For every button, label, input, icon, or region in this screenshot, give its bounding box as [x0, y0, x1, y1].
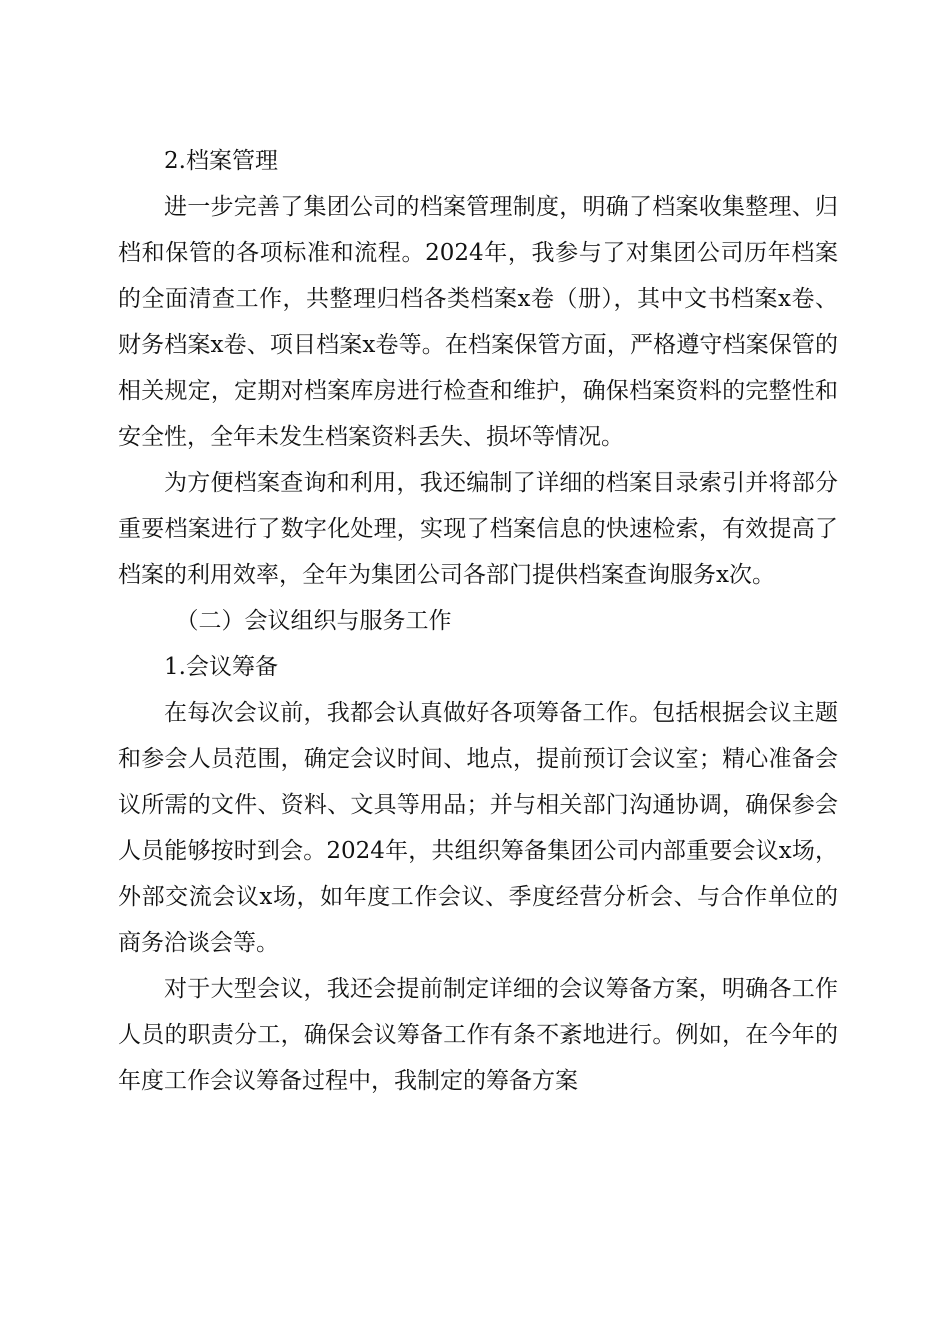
paragraph-meeting-preparation: 在每次会议前，我都会认真做好各项筹备工作。包括根据会议主题和参会人员范围，确定会议时间、地点，提前预订会议室；精心准备会议所需的文件、资料、文具等用品；并与相关部门沟通协调，确保参会人员能够按时到会。2024年，共组织筹备集团公司内部重要会议x场，外部交流会议x场，如年度工作会议、季度经营分析会、与合作单位的商务洽谈会等。 [118, 700, 838, 956]
section-heading-meeting-service: （二）会议组织与服务工作 [175, 608, 452, 634]
paragraph-archive-system: 进一步完善了集团公司的档案管理制度，明确了档案收集整理、归档和保管的各项标准和流程。2024年，我参与了对集团公司历年档案的全面清查工作，共整理归档各类档案x卷（册），其中文书档案x卷、财务档案x卷、项目档案x卷等。在档案保管方面，严格遵守档案保管的相关规定，定期对档案库房进行检查和维护，确保档案资料的完整性和安全性，全年未发生档案资料丢失、损坏等情况。 [118, 194, 838, 450]
subheading-archive-management: 2.档案管理 [164, 148, 278, 174]
document-body [118, 138, 838, 1104]
paragraph-archive-query: 为方便档案查询和利用，我还编制了详细的档案目录索引并将部分重要档案进行了数字化处理，实现了档案信息的快速检索，有效提高了档案的利用效率，全年为集团公司各部门提供档案查询服务x次。 [118, 470, 838, 588]
subheading-meeting-preparation: 1.会议筹备 [164, 654, 278, 680]
paragraph-large-meeting: 对于大型会议，我还会提前制定详细的会议筹备方案，明确各工作人员的职责分工，确保会议筹备工作有条不紊地进行。例如，在今年的年度工作会议筹备过程中，我制定的筹备方案 [118, 976, 838, 1094]
